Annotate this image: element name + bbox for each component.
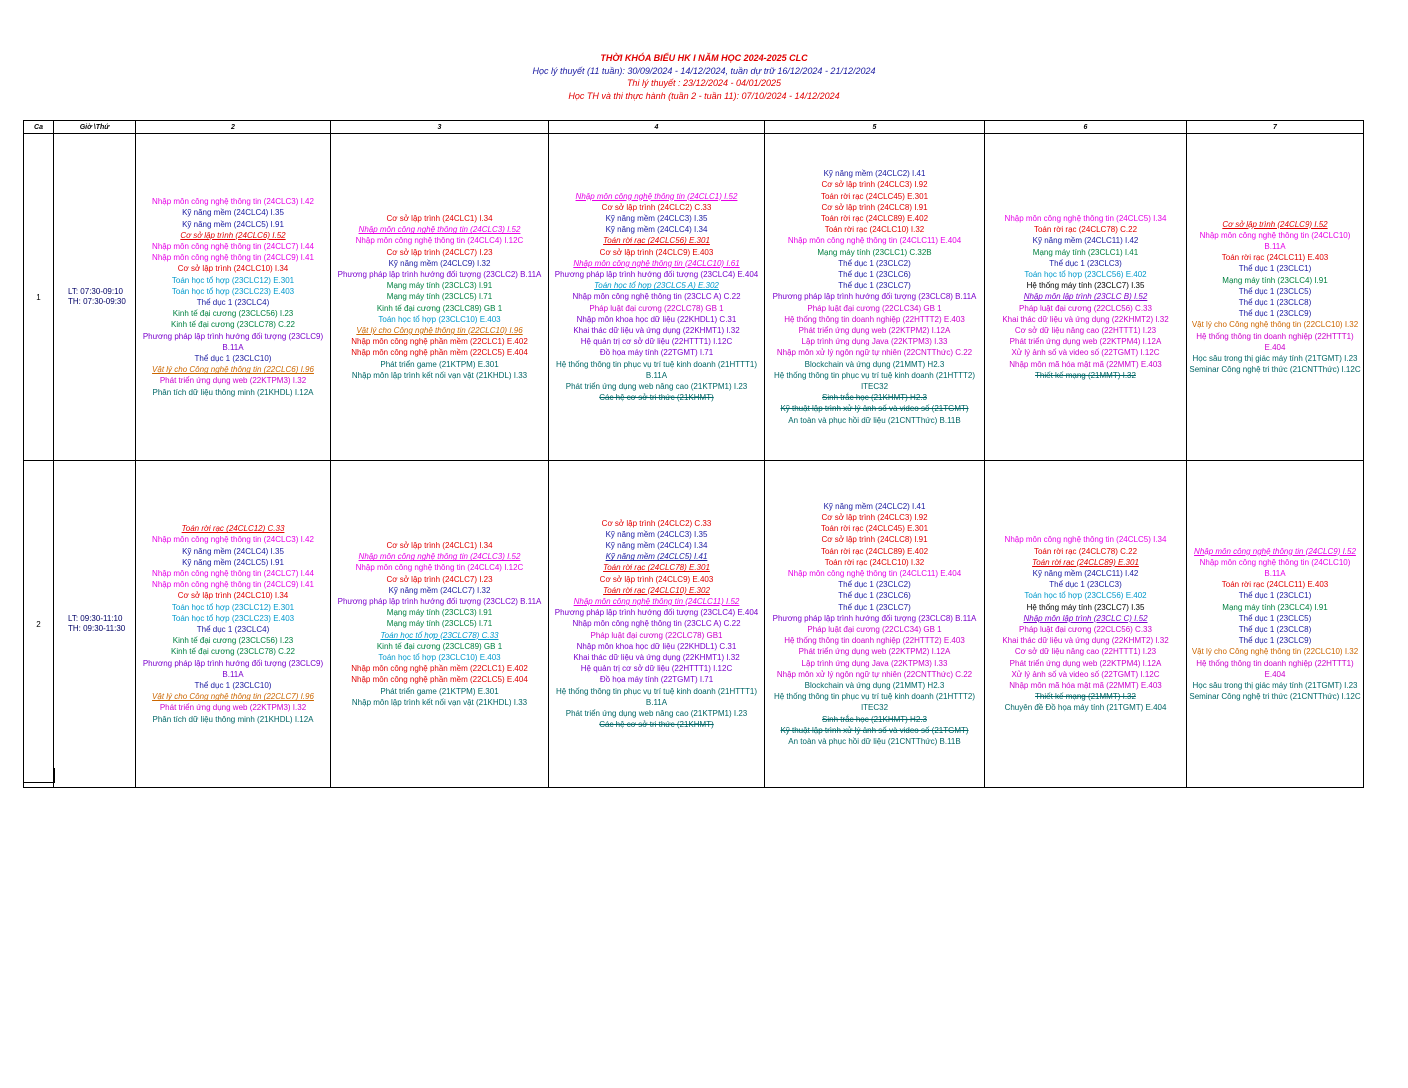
course-entry: Toán học tổ hợp (23CLC5 A) E.302 [594, 281, 719, 291]
course-entry: Phát triển game (21KTPM) E.301 [380, 686, 499, 696]
course-entry: Kỹ năng mềm (24CLC9) I.32 [388, 258, 491, 268]
course-entry: Phân tích dữ liệu thông minh (21KHDL) I.12A [152, 714, 314, 724]
course-entry: Thể dục 1 (23CLC3) [1049, 580, 1122, 590]
course-entry: Nhập môn mã hóa mật mã (22MMT) E.403 [1009, 359, 1162, 369]
course-entry: Nhập môn công nghệ thông tin (24CLC3) I.42 [152, 197, 314, 207]
course-entry: Cơ sở lập trình (24CLC10) I.34 [177, 591, 289, 601]
course-entry: Nhập môn mã hóa mật mã (22MMT) E.403 [1009, 681, 1162, 691]
col-header-day-5: 5 [765, 121, 985, 134]
course-entry: Phương pháp lập trình hướng đối tượng (23CLC2) B.11A [337, 269, 542, 279]
course-entry: Toán rời rạc (24CLC11) E.403 [1221, 580, 1329, 590]
day-cell [1187, 134, 1364, 461]
course-entry: Pháp luật đại cương (22CLC56) C.33 [1019, 303, 1152, 313]
course-entry: Nhập môn công nghệ phần mềm (22CLC5) E.404 [351, 348, 528, 358]
course-entry: Cơ sở lập trình (24CLC2) C.33 [601, 202, 712, 212]
course-entry: Nhập môn công nghệ thông tin (24CLC3) I.42 [152, 535, 314, 545]
col-header-day-4: 4 [549, 121, 765, 134]
session-time-line: LT: 09:30-11:10 [68, 614, 123, 623]
course-entry: Nhập môn khoa học dữ liệu (22KHDL1) C.31 [576, 641, 737, 651]
course-entry: Toán học tổ hợp (23CLC78) C.33 [380, 630, 499, 640]
course-entry: Cơ sở lập trình (24CLC9) E.403 [599, 574, 714, 584]
course-entry: Cơ sở lập trình (24CLC3) I.92 [821, 180, 928, 190]
course-entry: Toán rời rạc (24CLC45) E.301 [820, 191, 929, 201]
course-entry: An toàn và phục hồi dữ liệu (21CNTThức) B.11B [788, 415, 961, 425]
course-entry: Nhập môn công nghệ thông tin (24CLC5) I.34 [1004, 535, 1167, 545]
course-entry: Nhập môn công nghệ thông tin (24CLC4) I.12C [355, 236, 524, 246]
course-entry: Phát triển ứng dụng web (22KTPM4) I.12A [1009, 337, 1162, 347]
course-entry: Hệ thống máy tính (23CLC7) I.35 [1026, 602, 1145, 612]
course-entry: Nhập môn công nghệ thông tin (24CLC10) I.61 [573, 258, 740, 268]
course-entry: Nhập môn công nghệ thông tin (23CLC A) C.22 [572, 619, 741, 629]
course-entry: Sinh trắc học (21KHMT) H2.3 [822, 714, 927, 724]
session-number: 1 [24, 134, 54, 461]
course-entry: Nhập môn lập trình kết nối vạn vật (21KHDL) I.33 [351, 697, 528, 707]
course-entry: Kỹ năng mềm (24CLC7) I.32 [388, 585, 491, 595]
course-entry: Nhập môn công nghệ thông tin (24CLC10) B.11A [1199, 230, 1351, 251]
course-entry: Cơ sở dữ liệu nâng cao (22HTTT1) I.23 [1014, 326, 1157, 335]
course-entry: Sinh trắc học (21KHMT) H2.3 [822, 393, 927, 403]
course-entry: Hệ quản trị cơ sở dữ liệu (22HTTT1) I.12C [580, 337, 733, 347]
course-entry: Nhập môn công nghệ thông tin (24CLC11) E.404 [787, 568, 962, 578]
col-header-day-7: 7 [1187, 121, 1364, 134]
course-entry: Kỹ thuật lập trình xử lý ảnh số và video số (21TGMT) [780, 725, 969, 735]
course-entry: Phương pháp lập trình hướng đối tượng (23CLC9) B.11A [142, 658, 324, 679]
col-header-day-6: 6 [985, 121, 1187, 134]
course-entry: Nhập môn công nghệ thông tin (24CLC9) I.41 [152, 253, 314, 263]
course-entry: Phương pháp lập trình hướng đối tượng (23CLC8) B.11A [772, 292, 977, 302]
course-entry: Mạng máy tính (23CLC5) I.71 [386, 619, 493, 629]
course-entry: Phát triển ứng dụng web nâng cao (21KTPM1) I.23 [565, 382, 748, 392]
course-entry: Xử lý ảnh số và video số (22TGMT) I.12C [1011, 348, 1160, 358]
course-entry: Phát triển ứng dụng web (22KTPM2) I.12A [798, 326, 951, 335]
course-entry: Kỹ năng mềm (24CLC4) I.34 [605, 540, 708, 550]
course-entry: Hệ thống thông tin phục vụ trí tuệ kinh doanh (21HTTT1) B.11A [555, 359, 757, 380]
course-entry: Các hệ cơ sở tri thức (21KHMT) [599, 393, 714, 403]
course-entry: Kỹ năng mềm (24CLC5) I.91 [182, 219, 284, 229]
col-header-ca: Ca [24, 121, 54, 134]
session-time-line: TH: 07:30-09:30 [68, 297, 126, 306]
course-entry: Toán học tổ hợp (23CLC23) E.403 [171, 286, 295, 296]
course-entry: Kỹ năng mềm (24CLC5) I.91 [182, 557, 284, 567]
course-entry: Vật lý cho Công nghệ thông tin (22CLC10) I.32 [1191, 320, 1359, 330]
course-entry: Đồ họa máy tính (22TGMT) I.71 [599, 348, 714, 358]
course-entry: Toán học tổ hợp (23CLC56) E.402 [1024, 269, 1147, 279]
course-entry: Thể dục 1 (23CLC4) [196, 625, 270, 634]
course-entry: Vật lý cho Công nghệ thông tin (22CLC7) I.96 [152, 692, 314, 702]
course-entry: Pháp luật đại cương (22CLC56) C.33 [1019, 625, 1152, 634]
course-entry: Phương pháp lập trình hướng đối tượng (23CLC2) B.11A [337, 596, 542, 606]
course-entry: Thể dục 1 (23CLC9) [1238, 309, 1312, 319]
course-entry: Kinh tế đại cương (23CLC56) I.23 [172, 636, 294, 646]
course-entry: Pháp luật đại cương (22CLC78) GB 1 [589, 303, 724, 313]
course-entry: Kinh tế đại cương (23CLC56) I.23 [172, 309, 294, 319]
session-time [54, 461, 136, 788]
course-entry: Thể dục 1 (23CLC6) [838, 591, 911, 601]
course-entry: Các hệ cơ sở tri thức (21KHMT) [599, 720, 714, 730]
course-entry: Kỹ năng mềm (24CLC4) I.35 [182, 208, 284, 218]
course-entry: Cơ sở lập trình (24CLC7) I.23 [386, 247, 493, 257]
day-cell [985, 461, 1187, 788]
course-entry: Toán rời rạc (24CLC12) C.33 [181, 524, 285, 534]
course-entry: Toán rời rạc (24CLC78) E.301 [603, 563, 710, 573]
col-header-day-2: 2 [136, 121, 331, 134]
session-time [54, 134, 136, 461]
course-entry: Nhập môn công nghệ thông tin (24CLC7) I.44 [152, 568, 314, 578]
course-entry: Khai thác dữ liệu và ứng dụng (22KHMT1) I.32 [573, 653, 740, 662]
col-header-time: Giờ \Thứ [54, 121, 136, 134]
course-entry: Khai thác dữ liệu và ứng dụng (22KHMT2) I.32 [1002, 314, 1169, 324]
course-entry: Kỹ năng mềm (24CLC5) I.41 [605, 552, 708, 562]
day-cell [549, 461, 765, 788]
course-entry: Nhập môn lập trình (23CLC B) I.52 [1023, 292, 1148, 302]
course-entry: Thể dục 1 (23CLC5) [1238, 613, 1312, 623]
course-entry: Phát triển ứng dụng web (22KTPM2) I.12A [798, 647, 951, 657]
course-entry: Blockchain và ứng dụng (21MMT) H2.3 [804, 359, 945, 369]
session-number: 2 [24, 461, 54, 788]
exam-period: Thi lý thuyết : 23/12/2024 - 04/01/2025 [626, 78, 782, 88]
course-entry: Nhập môn xử lý ngôn ngữ tự nhiên (22CNTThức) C.22 [776, 669, 973, 679]
course-entry: Cơ sở lập trình (24CLC1) I.34 [386, 213, 493, 223]
theory-period: Học lý thuyết (11 tuần): 30/09/2024 - 14/12/2024, tuần dự trữ 16/12/2024 - 21/12/2024 [532, 65, 876, 76]
course-entry: Nhập môn công nghệ thông tin (24CLC11) I.52 [573, 596, 740, 606]
course-entry: Toán rời rạc (24CLC78) C.22 [1033, 546, 1138, 556]
course-entry: Toán rời rạc (24CLC56) E.301 [603, 236, 710, 246]
course-entry: Vật lý cho Công nghệ thông tin (22CLC10) I.32 [1191, 647, 1359, 657]
course-entry: Nhập môn xử lý ngôn ngữ tự nhiên (22CNTThức) C.22 [776, 348, 973, 358]
course-entry: Hệ thống thông tin phục vụ trí tuệ kinh doanh (21HTTT1) B.11A [555, 686, 757, 707]
course-entry: Thể dục 1 (23CLC3) [1049, 258, 1122, 268]
timetable [23, 120, 1364, 788]
course-entry: Kỹ năng mềm (24CLC2) I.41 [823, 501, 926, 511]
course-entry: Thể dục 1 (23CLC2) [838, 258, 911, 268]
course-entry: Toán rời rạc (24CLC78) C.22 [1033, 225, 1138, 235]
course-entry: Kỹ năng mềm (24CLC11) I.42 [1032, 236, 1139, 246]
course-entry: Nhập môn lập trình kết nối vạn vật (21KHDL) I.33 [351, 370, 528, 380]
course-entry: Hệ thống máy tính (23CLC7) I.35 [1026, 281, 1145, 291]
course-entry: Mạng máy tính (23CLC1) C.32B [817, 247, 932, 257]
course-entry: Kỹ năng mềm (24CLC11) I.42 [1032, 568, 1139, 578]
session-time-line: TH: 09:30-11:30 [68, 624, 126, 633]
course-entry: Nhập môn công nghệ phần mềm (22CLC1) E.402 [351, 664, 528, 674]
course-entry: Thể dục 1 (23CLC9) [1238, 636, 1312, 646]
course-entry: Cơ sở lập trình (24CLC10) I.34 [177, 264, 289, 274]
course-entry: Pháp luật đại cương (22CLC34) GB 1 [807, 625, 942, 634]
day-cell [765, 461, 985, 788]
col-header-day-3: 3 [331, 121, 549, 134]
course-entry: Toán rời rạc (24CLC11) E.403 [1221, 253, 1329, 263]
course-entry: Toán rời rạc (24CLC10) I.32 [824, 557, 925, 567]
course-entry: Học sâu trong thị giác máy tính (21TGMT) I.23 [1192, 681, 1358, 691]
course-entry: Học sâu trong thị giác máy tính (21TGMT) I.23 [1192, 354, 1358, 364]
course-entry: Nhập môn công nghệ thông tin (24CLC9) I.52 [1194, 546, 1356, 556]
course-entry: Seminar Công nghệ tri thức (21CNTThức) I.12C [1189, 365, 1361, 375]
course-entry: Hệ thống thông tin phục vụ trí tuệ kinh doanh (21HTTT2) ITEC32 [773, 692, 975, 713]
course-entry: Phát triển game (21KTPM) E.301 [380, 359, 499, 369]
course-entry: Hệ thống thông tin doanh nghiệp (22HTTT1) E.404 [1196, 331, 1354, 352]
course-entry: Mạng máy tính (23CLC3) I.91 [386, 281, 493, 291]
course-entry: Hệ thống thông tin doanh nghiệp (22HTTT2) E.403 [784, 636, 965, 646]
course-entry: Kỹ năng mềm (24CLC2) I.41 [823, 169, 926, 179]
timetable-header-row [24, 121, 1364, 134]
course-entry: Toán học tổ hợp (23CLC12) E.301 [171, 602, 295, 612]
course-entry: Hệ quản trị cơ sở dữ liệu (22HTTT1) I.12C [580, 664, 733, 674]
course-entry: Khai thác dữ liệu và ứng dụng (22KHMT1) I.32 [573, 326, 740, 335]
course-entry: Cơ sở lập trình (24CLC3) I.92 [821, 512, 928, 522]
course-entry: Thể dục 1 (23CLC5) [1238, 286, 1312, 296]
course-entry: Nhập môn công nghệ phần mềm (22CLC5) E.404 [351, 675, 528, 685]
course-entry: Cơ sở lập trình (24CLC9) I.52 [1222, 219, 1328, 229]
course-entry: Mạng máy tính (23CLC4) I.91 [1222, 275, 1328, 285]
course-entry: Toán học tổ hợp (23CLC23) E.403 [171, 613, 295, 623]
course-entry: Phương pháp lập trình hướng đối tượng (23CLC9) B.11A [142, 331, 324, 352]
timetable-row [24, 134, 1364, 461]
day-cell [136, 134, 331, 461]
course-entry: Thể dục 1 (23CLC6) [838, 269, 911, 279]
course-entry: Hệ thống thông tin phục vụ trí tuệ kinh doanh (21HTTT2) ITEC32 [773, 370, 975, 392]
course-entry: Cơ sở dữ liệu nâng cao (22HTTT1) I.23 [1014, 647, 1157, 657]
course-entry: Phát triển ứng dụng web (22KTPM3) I.32 [159, 703, 307, 713]
table-footer-cell [23, 768, 55, 783]
course-entry: Kỹ năng mềm (24CLC4) I.35 [182, 546, 284, 556]
course-entry: Kỹ năng mềm (24CLC3) I.35 [605, 529, 708, 539]
course-entry: Toán rời rạc (24CLC45) E.301 [820, 524, 929, 534]
course-entry: Hệ thống thông tin doanh nghiệp (22HTTT1) E.404 [1196, 658, 1354, 679]
timetable-row [24, 461, 1364, 788]
course-entry: Nhập môn lập trình (23CLC C) I.52 [1023, 613, 1148, 623]
course-entry: Toán rời rạc (24CLC89) E.301 [1032, 557, 1139, 567]
course-entry: Nhập môn công nghệ thông tin (24CLC7) I.44 [152, 241, 314, 251]
course-entry: Toán rời rạc (24CLC89) E.402 [820, 546, 929, 556]
course-entry: Hệ thống thông tin doanh nghiệp (22HTTT2) E.403 [784, 314, 965, 324]
day-cell [331, 461, 549, 788]
course-entry: Nhập môn công nghệ thông tin (24CLC4) I.12C [355, 563, 524, 573]
course-entry: Kinh tế đại cương (23CLC89) GB 1 [376, 641, 503, 651]
course-entry: Toán rời rạc (24CLC10) I.32 [824, 225, 925, 235]
course-entry: Nhập môn công nghệ thông tin (24CLC3) I.52 [358, 225, 521, 235]
course-entry: Xử lý ảnh số và video số (22TGMT) I.12C [1011, 669, 1160, 679]
day-cell [331, 134, 549, 461]
course-entry: Nhập môn công nghệ thông tin (24CLC10) B.11A [1199, 557, 1351, 578]
course-entry: Thể dục 1 (23CLC10) [194, 354, 272, 364]
course-entry: Phương pháp lập trình hướng đối tượng (23CLC8) B.11A [772, 613, 977, 623]
course-entry: Phương pháp lập trình hướng đối tượng (23CLC4) E.404 [554, 269, 759, 279]
course-entry: Chuyên đề Đồ họa máy tính (21TGMT) E.404 [1004, 703, 1167, 713]
course-entry: Phát triển ứng dụng web nâng cao (21KTPM1) I.23 [565, 709, 748, 719]
day-cell [1187, 461, 1364, 788]
course-entry: Pháp luật đại cương (22CLC78) GB1 [590, 630, 723, 640]
course-entry: Cơ sở lập trình (24CLC8) I.91 [821, 535, 928, 545]
course-entry: Cơ sở lập trình (24CLC1) I.34 [386, 540, 493, 550]
course-entry: Nhập môn công nghệ thông tin (24CLC5) I.34 [1004, 213, 1167, 223]
course-entry: Thiết kế mạng (21MMT) I.32 [1035, 370, 1136, 380]
course-entry: Toán học tổ hợp (23CLC12) E.301 [171, 275, 295, 285]
course-entry: Thể dục 1 (23CLC8) [1238, 298, 1312, 307]
course-entry: Nhập môn công nghệ phần mềm (22CLC1) E.402 [351, 337, 528, 347]
course-entry: Toán học tổ hợp (23CLC10) E.403 [378, 314, 501, 324]
course-entry: Phương pháp lập trình hướng đối tượng (23CLC4) E.404 [554, 608, 759, 618]
course-entry: Thể dục 1 (23CLC10) [194, 681, 272, 691]
course-entry: Seminar Công nghệ tri thức (21CNTThức) I.12C [1189, 692, 1361, 702]
course-entry: Phân tích dữ liệu thông minh (21KHDL) I.12A [152, 387, 314, 397]
course-entry: Thể dục 1 (23CLC1) [1238, 591, 1312, 601]
course-entry: Nhập môn công nghệ thông tin (24CLC11) E.404 [787, 236, 962, 246]
course-entry: Toán học tổ hợp (23CLC10) E.403 [378, 653, 501, 662]
course-entry: Kinh tế đại cương (23CLC78) C.22 [171, 647, 295, 657]
course-entry: Nhập môn công nghệ thông tin (24CLC1) I.52 [575, 191, 738, 201]
course-entry: Phát triển ứng dụng web (22KTPM3) I.32 [159, 376, 307, 386]
course-entry: Thể dục 1 (23CLC2) [838, 580, 911, 590]
course-entry: Nhập môn khoa học dữ liệu (22KHDL1) C.31 [576, 314, 737, 324]
course-entry: Mạng máy tính (23CLC5) I.71 [386, 292, 493, 302]
course-entry: Cơ sở lập trình (24CLC6) I.52 [180, 230, 286, 240]
course-entry: Pháp luật đại cương (22CLC34) GB 1 [807, 303, 942, 313]
course-entry: Thể dục 1 (23CLC7) [838, 602, 911, 612]
course-entry: Cơ sở lập trình (24CLC7) I.23 [386, 574, 493, 584]
course-entry: Nhập môn công nghệ thông tin (23CLC A) C.22 [572, 292, 741, 302]
course-entry: Đồ họa máy tính (22TGMT) I.71 [599, 675, 714, 685]
course-entry: Cơ sở lập trình (24CLC9) E.403 [599, 247, 714, 257]
schedule-title: THỜI KHÓA BIỂU HK I NĂM HỌC 2024-2025 CLC [600, 53, 808, 63]
course-entry: Cơ sở lập trình (24CLC8) I.91 [821, 202, 928, 212]
course-entry: Khai thác dữ liệu và ứng dụng (22KHMT2) I.32 [1002, 636, 1169, 646]
course-entry: Lập trình ứng dụng Java (22KTPM3) I.33 [801, 337, 948, 347]
course-entry: Mạng máy tính (23CLC3) I.91 [386, 608, 493, 618]
practice-period: Học TH và thi thực hành (tuần 2 - tuần 11): 07/10/2024 - 14/12/2024 [568, 90, 840, 101]
course-entry: Kỹ năng mềm (24CLC3) I.35 [605, 213, 708, 223]
schedule-header [0, 52, 1408, 102]
course-entry: Thể dục 1 (23CLC8) [1238, 625, 1312, 634]
day-cell [136, 461, 331, 788]
course-entry: Mạng máy tính (23CLC4) I.91 [1222, 602, 1328, 612]
course-entry: Thiết kế mạng (21MMT) I.32 [1035, 692, 1136, 702]
course-entry: Vật lý cho Công nghệ thông tin (22CLC10) I.96 [356, 326, 523, 335]
course-entry: Kinh tế đại cương (23CLC78) C.22 [171, 320, 295, 330]
course-entry: Lập trình ứng dụng Java (22KTPM3) I.33 [801, 658, 948, 668]
course-entry: Toán rời rạc (24CLC10) E.302 [603, 585, 710, 595]
session-time-line: LT: 07:30-09:10 [68, 287, 124, 296]
course-entry: Phát triển ứng dụng web (22KTPM4) I.12A [1009, 658, 1162, 668]
course-entry: Thể dục 1 (23CLC1) [1238, 264, 1312, 274]
day-cell [765, 134, 985, 461]
course-entry: Kỹ năng mềm (24CLC4) I.34 [605, 225, 708, 235]
course-entry: Toán rời rạc (24CLC89) E.402 [820, 213, 929, 223]
course-entry: Kỹ thuật lập trình xử lý ảnh số và video số (21TGMT) [780, 404, 969, 414]
course-entry: Toán học tổ hợp (23CLC56) E.402 [1024, 591, 1147, 601]
course-entry: Nhập môn công nghệ thông tin (24CLC3) I.52 [358, 552, 521, 562]
course-entry: Kinh tế đại cương (23CLC89) GB 1 [376, 303, 503, 313]
day-cell [549, 134, 765, 461]
course-entry: Thể dục 1 (23CLC4) [196, 298, 270, 307]
course-entry: Cơ sở lập trình (24CLC2) C.33 [601, 518, 712, 528]
course-entry: An toàn và phục hồi dữ liệu (21CNTThức) B.11B [788, 737, 961, 747]
course-entry: Mạng máy tính (23CLC1) I.41 [1032, 247, 1139, 257]
course-entry: Blockchain và ứng dụng (21MMT) H2.3 [804, 681, 945, 691]
day-cell [985, 134, 1187, 461]
course-entry: Nhập môn công nghệ thông tin (24CLC9) I.41 [152, 580, 314, 590]
course-entry: Vật lý cho Công nghệ thông tin (22CLC6) I.96 [152, 365, 314, 375]
course-entry: Thể dục 1 (23CLC7) [838, 281, 911, 291]
